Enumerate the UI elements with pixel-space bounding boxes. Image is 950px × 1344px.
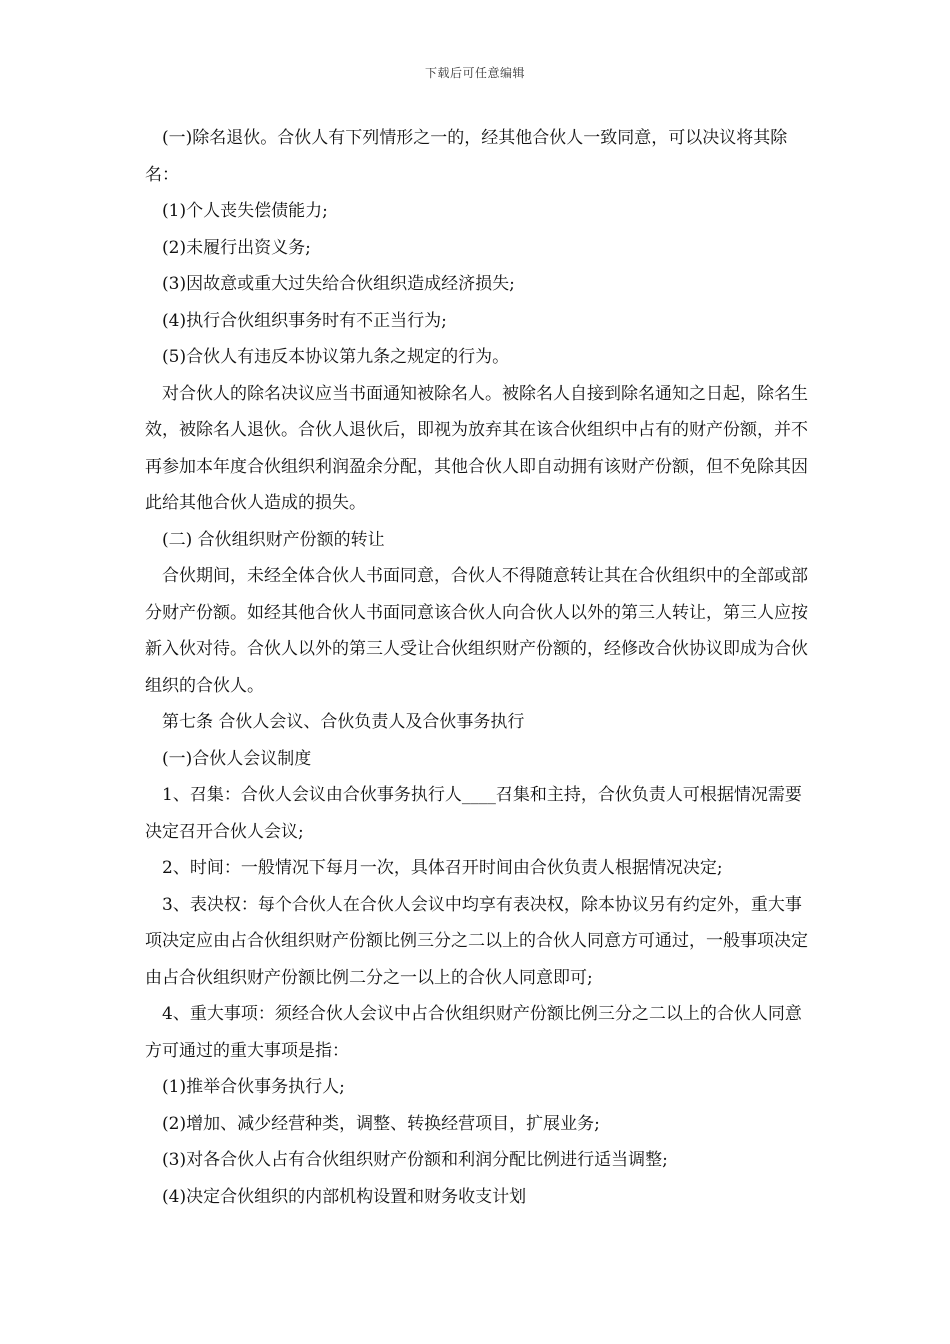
paragraph: (4)决定合伙组织的内部机构设置和财务收支计划: [162, 1186, 527, 1207]
paragraph: (一)合伙人会议制度: [162, 748, 312, 769]
paragraph: 3、表决权：每个合伙人在合伙人会议中均享有表决权，除本协议另有约定外，重大事项决定应由占合伙组织财产份额比例三分之二以上的合伙人同意方可通过，一般事项决定由占合伙组织财产份额比例二分之一以上的合伙人同意即可;: [145, 894, 808, 988]
paragraph: (3)因故意或重大过失给合伙组织造成经济损失;: [162, 274, 515, 294]
paragraph: 2、时间：一般情况下每月一次，具体召开时间由合伙负责人根据情况决定;: [162, 858, 723, 878]
paragraph: 1、召集：合伙人会议由合伙事务执行人____召集和主持，合伙负责人可根据情况需要决定召开合伙人会议;: [145, 785, 802, 842]
paragraph: (2)未履行出资义务;: [162, 237, 311, 258]
paragraph: (1)个人丧失偿债能力;: [162, 201, 328, 221]
paragraph: (2)增加、减少经营种类，调整、转换经营项目，扩展业务;: [162, 1113, 600, 1134]
paragraph: (二) 合伙组织财产份额的转让: [162, 529, 385, 550]
page-header: 下载后可任意编辑: [424, 66, 525, 80]
paragraph: 合伙期间，未经全体合伙人书面同意，合伙人不得随意转让其在合伙组织中的全部或部分财产份额。如经其他合伙人书面同意该合伙人向合伙人以外的第三人转让，第三人应按新入伙对待。合伙人以外的第三人受让合伙组织财产份额的，经修改合伙协议即成为合伙组织的合伙人。: [145, 566, 808, 696]
paragraph: (5)合伙人有违反本协议第九条之规定的行为。: [162, 347, 510, 367]
paragraph: (一)除名退伙。合伙人有下列情形之一的，经其他合伙人一致同意，可以决议将其除名：: [145, 128, 788, 185]
paragraph: (1)推举合伙事务执行人;: [162, 1077, 345, 1097]
paragraph: 4、重大事项：须经合伙人会议中占合伙组织财产份额比例三分之二以上的合伙人同意方可通过的重大事项是指：: [145, 1004, 802, 1061]
paragraph: (3)对各合伙人占有合伙组织财产份额和利润分配比例进行适当调整;: [162, 1150, 668, 1170]
paragraph: (4)执行合伙组织事务时有不正当行为;: [162, 310, 447, 331]
paragraph: 对合伙人的除名决议应当书面通知被除名人。被除名人自接到除名通知之日起，除名生效，被除名人退伙。合伙人退伙后，即视为放弃其在该合伙组织中占有的财产份额，并不再参加本年度合伙组织利润盈余分配，其他合伙人即自动拥有该财产份额，但不免除其因此给其他合伙人造成的损失。: [145, 383, 808, 513]
section-heading: 第七条 合伙人会议、合伙负责人及合伙事务执行: [162, 712, 525, 732]
document-body: [145, 120, 810, 1215]
